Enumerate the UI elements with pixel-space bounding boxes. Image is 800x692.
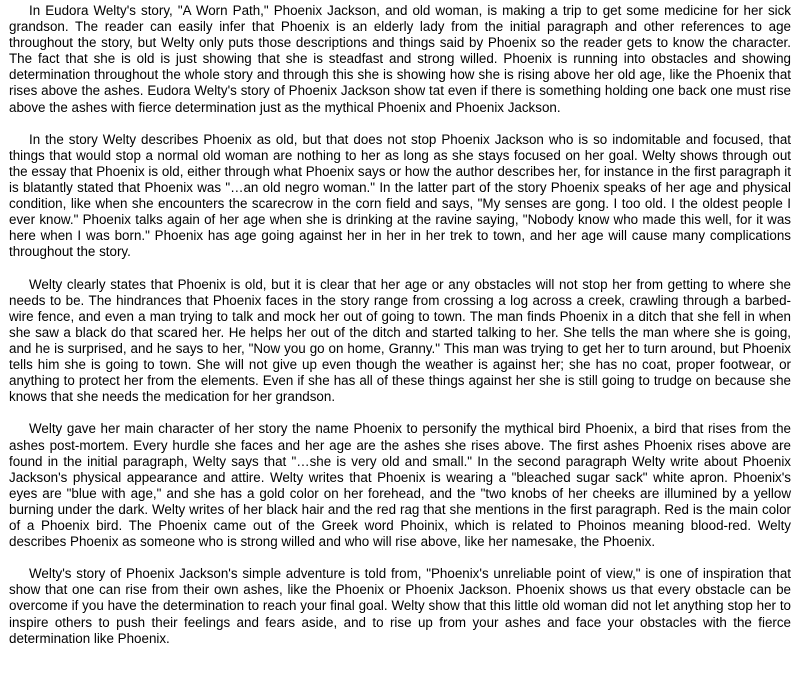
- essay-paragraph-2: In the story Welty describes Phoenix as old, but that does not stop Phoenix Jackson who is so indomitable and focused, that things that would stop a normal old woman are nothing to her as long as she stays focused on her goal. Welty shows through out the essay that Phoenix is old, either through what Phoenix says or how the author describes her, for instance in the first paragraph it is blatantly stated that Phoenix was "…an old negro woman." In the latter part of the story Phoenix speaks of her age and physical condition, like when she encounters the scarecrow in the corn field and says, "My senses are gong. I too old. I the oldest people I ever know." Phoenix talks again of her age when she is drinking at the ravine saying, "Nobody know who made this well, for it was here when I was born." Phoenix has age going against her in her in her trek to town, and her age will cause many complications throughout the story.: [9, 131, 791, 260]
- essay-paragraph-5: Welty's story of Phoenix Jackson's simple adventure is told from, "Phoenix's unreliable point of view," is one of inspiration that show that one can rise from their own ashes, like the Phoenix or Phoenix Jackson. Phoenix shows us that every obstacle can be overcome if you have the determination to reach your final goal. Welty show that this little old woman did not let anything stop her to inspire others to push their feelings and fears aside, and to rise up from your ashes and face your obstacles with the fierce determination like Phoenix.: [9, 566, 791, 646]
- essay-paragraph-1: In Eudora Welty's story, "A Worn Path," Phoenix Jackson, and old woman, is making a trip to get some medicine for her sick grandson. The reader can easily infer that Phoenix is an elderly lady from the initial paragraph and other references to age throughout the story, but Welty only puts those descriptions and things said by Phoenix so the reader gets to know the character. The fact that she is old is just showing that she is steadfast and strong willed. Phoenix is running into obstacles and showing determination throughout the whole story and through this she is showing how she is rising above her old age, like the Phoenix that rises above the ashes. Eudora Welty's story of Phoenix Jackson show tat even if there is something holding one back one must rise above the ashes with fierce determination just as the mythical Phoenix and Phoenix Jackson.: [9, 3, 791, 115]
- essay-paragraph-3: Welty clearly states that Phoenix is old, but it is clear that her age or any obstacles will not stop her from getting to where she needs to be. The hindrances that Phoenix faces in the story range from crossing a log across a creek, crawling through a barbed-wire fence, and even a man trying to talk and mock her out of going to town. The man finds Phoenix in a ditch that she fell in when she saw a black do that scared her. He helps her out of the ditch and started talking to her. She tells the man where she is going, and he is surprised, and he says to her, "Now you go on home, Granny." This man was trying to get her to turn around, but Phoenix tells him she is going to town. She will not give up even though the weather is against her; she has no coat, proper footwear, or anything to protect her from the elements. Even if she has all of these things against her she is still going to trudge on because she knows that she needs the medication for her grandson.: [9, 276, 791, 405]
- essay-paragraph-4: Welty gave her main character of her story the name Phoenix to personify the mythical bird Phoenix, a bird that rises from the ashes post-mortem. Every hurdle she faces and her age are the ashes she rises above. The first ashes Phoenix rises above are found in the initial paragraph, Welty says that "…she is very old and small." In the second paragraph Welty write about Phoenix Jackson's physical appearance and attire. Welty writes that Phoenix is wearing a "bleached sugar sack" white apron. Phoenix's eyes are "blue with age," and she has a gold color on her forehead, and the "two knobs of her cheeks are illumined by a yellow burning under the dark. Welty writes of her black hair and the red rag that she mentions in the first paragraph. Red is the main color of a Phoenix bird. The Phoenix came out of the Greek word Phoinix, which is related to Phoinos meaning blood-red. Welty describes Phoenix as someone who is strong willed and who will rise above, like her namesake, the Phoenix.: [9, 421, 791, 550]
